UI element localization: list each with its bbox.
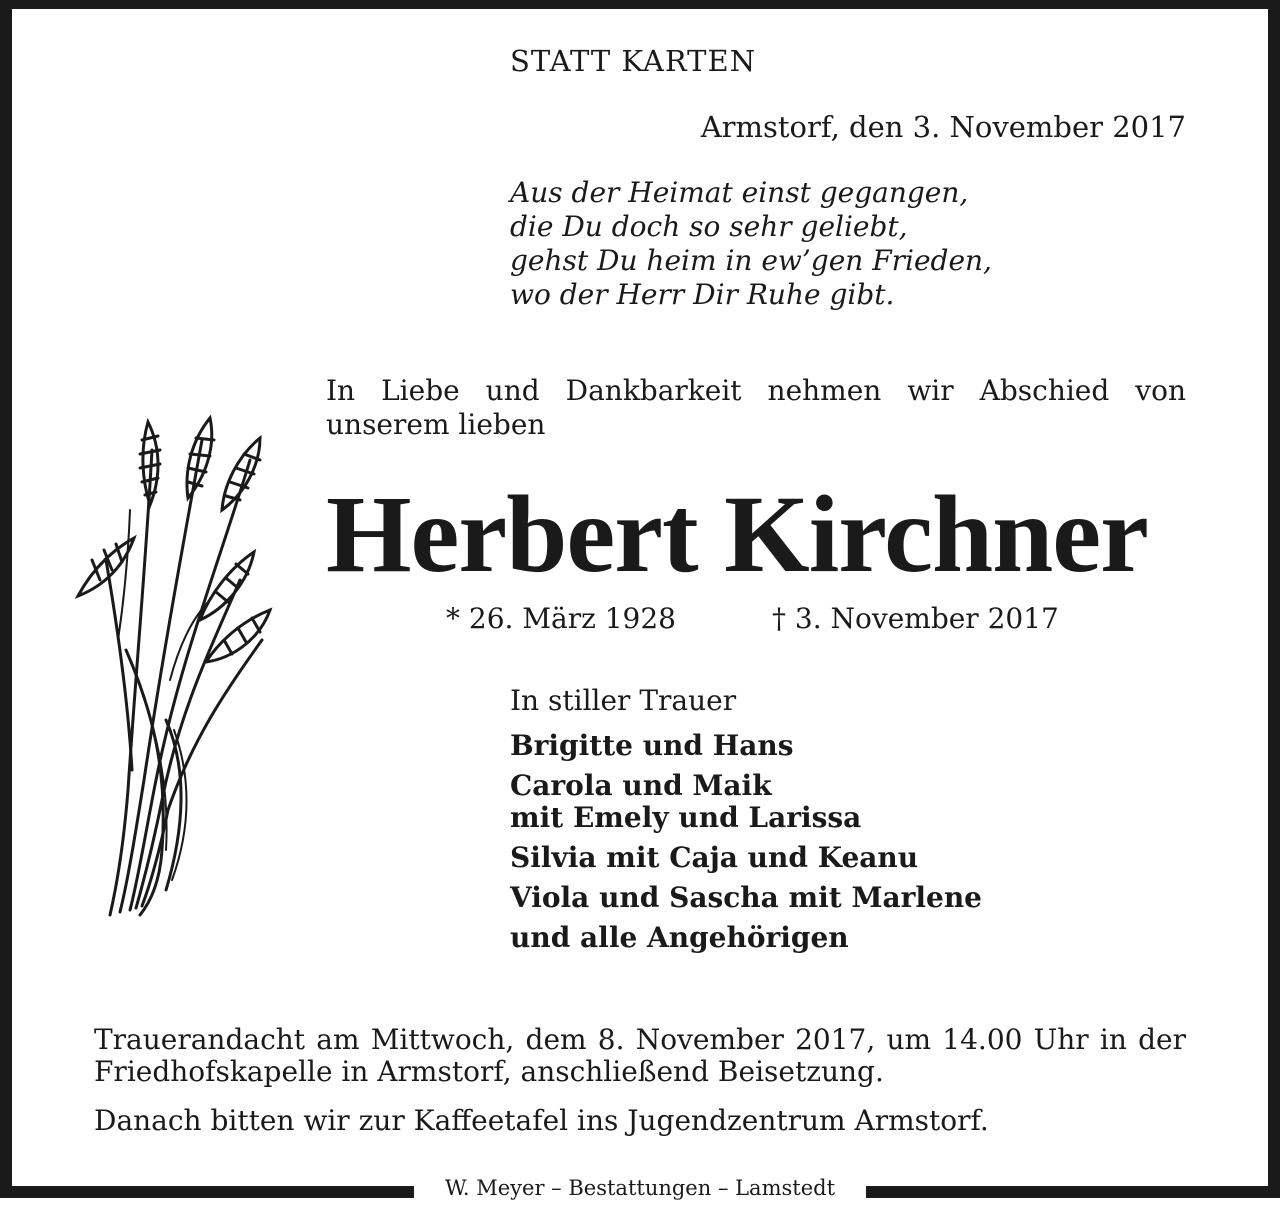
poem-line: gehst Du heim in ew’gen Frieden, (510, 244, 992, 277)
place-date: Armstorf, den 3. November 2017 (700, 110, 1186, 144)
intro-text: In Liebe und Dankbarkeit nehmen wir Abschied von unserem lieben (326, 374, 1186, 441)
birth-date: * 26. März 1928 (446, 602, 676, 635)
mourner-line: Carola und Maik (510, 769, 772, 802)
mourner-line: Brigitte und Hans (510, 729, 794, 762)
poem-line: die Du doch so sehr geliebt, (510, 210, 908, 243)
mourner-line: Viola und Sascha mit Marlene (510, 881, 982, 914)
border-top (0, 0, 1280, 9)
mourning-label: In stiller Trauer (510, 684, 737, 717)
border-right (1268, 0, 1280, 1198)
poem-line: Aus der Heimat einst gegangen, (510, 176, 969, 209)
notice-header: STATT KARTEN (510, 44, 757, 78)
death-date: † 3. November 2017 (772, 602, 1059, 635)
poem (510, 176, 992, 312)
mourner-line: mit Emely und Larissa (510, 801, 862, 834)
mourner-line: und alle Angehörigen (510, 921, 849, 954)
deceased-name: Herbert Kirchner (326, 473, 1148, 595)
border-left (0, 0, 12, 1198)
coffee-info: Danach bitten wir zur Kaffeetafel ins Jugendzentrum Armstorf. (94, 1104, 989, 1137)
mourner-group (510, 730, 982, 762)
poem-line: wo der Herr Dir Ruhe gibt. (510, 278, 895, 311)
mourner-line: Silvia mit Caja und Keanu (510, 841, 919, 874)
mourner-group (510, 922, 982, 954)
border-bottom-left (0, 1186, 414, 1198)
mourners-list (510, 730, 982, 962)
service-info: Trauerandacht am Mittwoch, dem 8. November 2017, um 14.00 Uhr in der Friedhofskapelle in Armstorf, anschließend Beisetzung. (94, 1023, 1186, 1088)
mourner-group (510, 770, 982, 834)
funeral-home-footer: W. Meyer – Bestattungen – Lamstedt (444, 1176, 836, 1200)
wheat-sheaf-icon (70, 410, 280, 920)
mourner-group (510, 882, 982, 914)
border-bottom-right (866, 1186, 1280, 1198)
mourner-group (510, 842, 982, 874)
